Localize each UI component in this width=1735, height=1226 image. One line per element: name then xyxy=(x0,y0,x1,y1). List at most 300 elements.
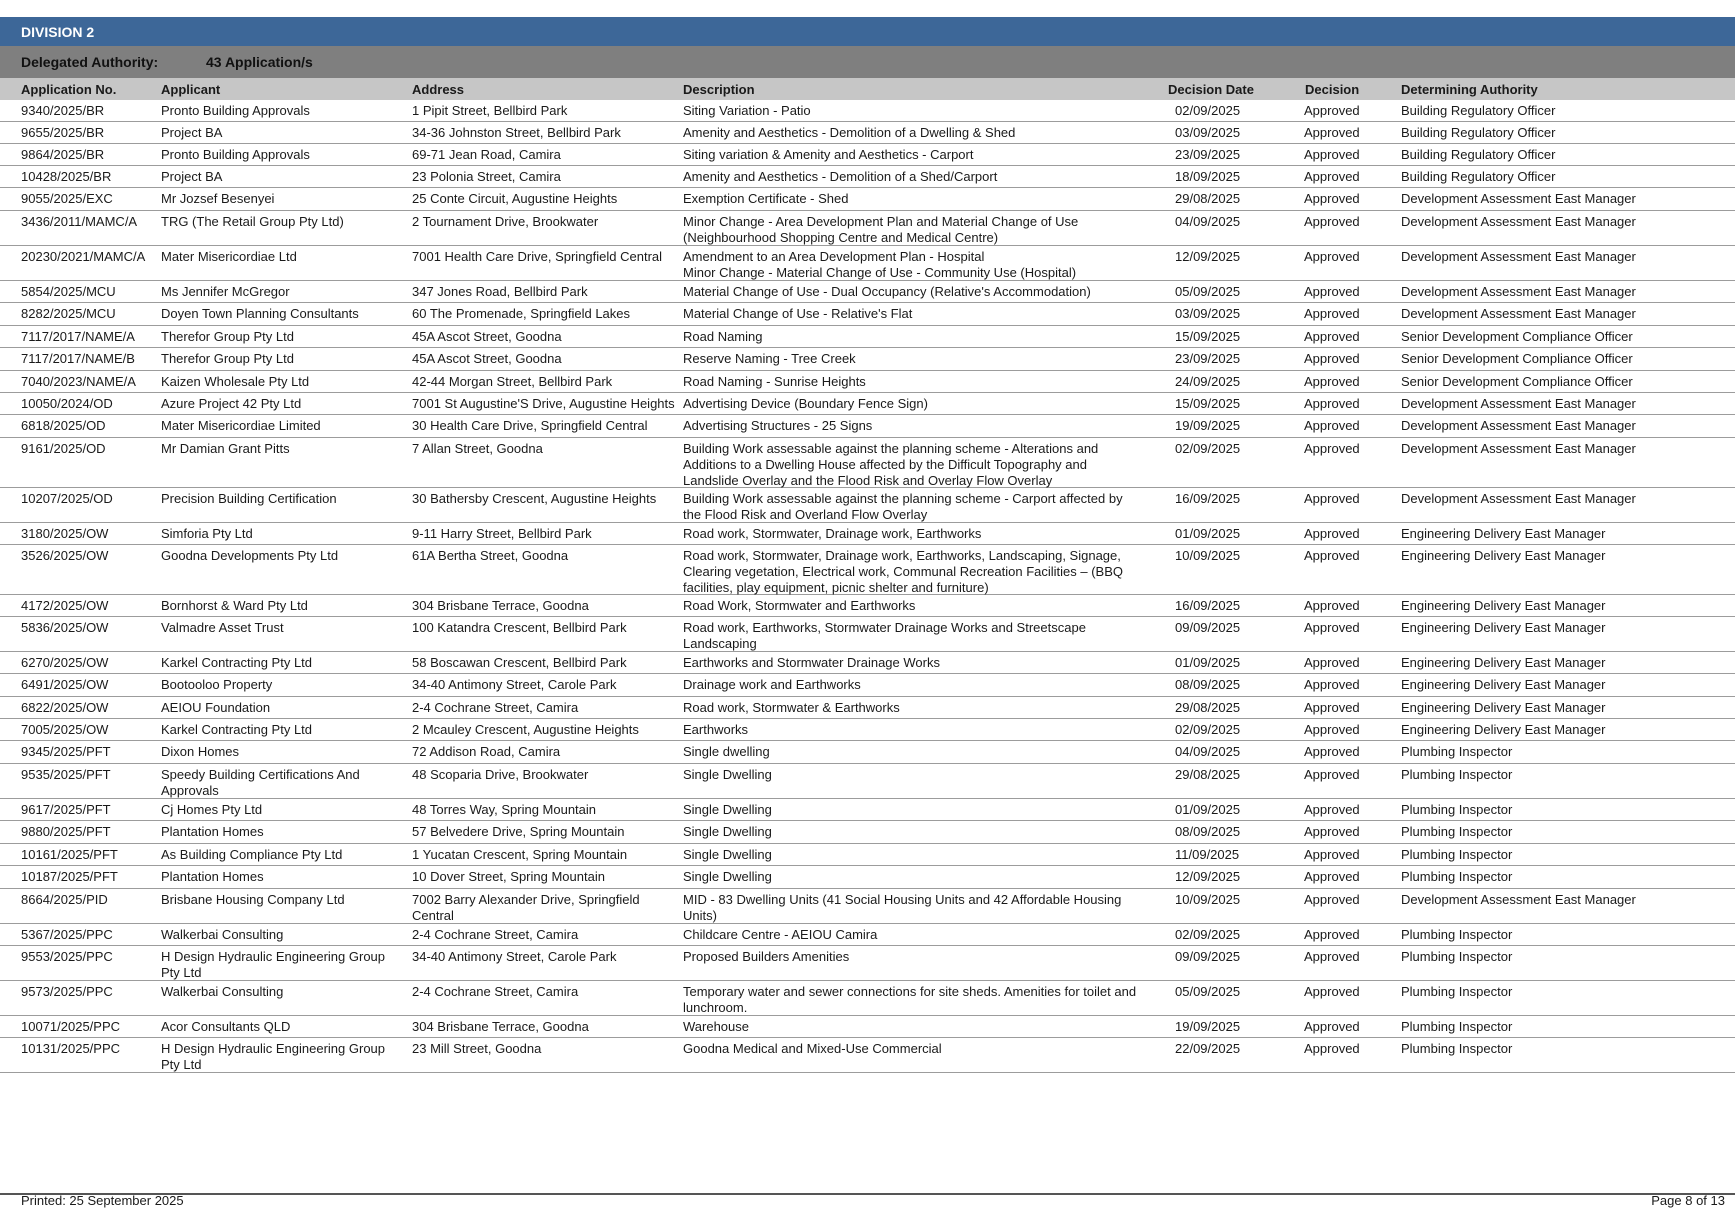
table-header xyxy=(0,78,1735,100)
cell-application-no: 9880/2025/PFT xyxy=(21,824,111,839)
cell-determining-authority: Engineering Delivery East Manager xyxy=(1401,722,1606,737)
cell-decision: Approved xyxy=(1304,927,1360,942)
cell-decision-date: 15/09/2025 xyxy=(1175,329,1241,344)
table-row xyxy=(0,144,1735,166)
cell-address: 61A Bertha Street, Goodna xyxy=(412,548,569,563)
cell-decision-date: 11/09/2025 xyxy=(1175,847,1240,862)
cell-address: 9-11 Harry Street, Bellbird Park xyxy=(412,526,592,541)
cell-decision-date: 03/09/2025 xyxy=(1175,125,1241,140)
table-row xyxy=(0,866,1735,889)
column-header-application-no: Application No. xyxy=(21,82,117,97)
cell-applicant: Kaizen Wholesale Pty Ltd xyxy=(161,374,310,389)
cell-description: Amenity and Aesthetics - Demolition of a Shed/Carport xyxy=(683,169,998,184)
cell-decision: Approved xyxy=(1304,548,1360,563)
cell-decision: Approved xyxy=(1304,677,1360,692)
cell-description: Minor Change - Area Development Plan and Material Change of Use (Neighbourhood Shopping Centre and Medical Centre) xyxy=(683,214,1079,245)
cell-applicant: Bornhorst & Ward Pty Ltd xyxy=(161,598,308,613)
cell-description: Advertising Device (Boundary Fence Sign) xyxy=(683,396,928,411)
cell-address: 347 Jones Road, Bellbird Park xyxy=(412,284,588,299)
cell-decision: Approved xyxy=(1304,869,1360,884)
cell-description: Single Dwelling xyxy=(683,869,772,884)
cell-decision-date: 15/09/2025 xyxy=(1175,396,1241,411)
cell-description: Road Work, Stormwater and Earthworks xyxy=(683,598,916,613)
cell-decision: Approved xyxy=(1304,1019,1360,1034)
authority-label: Delegated Authority: xyxy=(21,54,159,70)
cell-address: 58 Boscawan Crescent, Bellbird Park xyxy=(412,655,627,670)
cell-description: Road work, Stormwater, Drainage work, Earthworks, Landscaping, Signage, Clearing vegetation, Electrical work, Communal Recreation Facilities – (BBQ facilities, play equipment, picnic shelter and furniture) xyxy=(683,548,1124,595)
cell-application-no: 6822/2025/OW xyxy=(21,700,109,715)
cell-description: Reserve Naming - Tree Creek xyxy=(683,351,856,366)
cell-determining-authority: Development Assessment East Manager xyxy=(1401,418,1636,433)
cell-determining-authority: Engineering Delivery East Manager xyxy=(1401,677,1606,692)
cell-applicant: Mr Jozsef Besenyei xyxy=(161,191,275,206)
cell-address: 25 Conte Circuit, Augustine Heights xyxy=(412,191,618,206)
column-header-address: Address xyxy=(412,82,465,97)
table-row xyxy=(0,946,1735,981)
cell-application-no: 7117/2017/NAME/A xyxy=(21,329,135,344)
cell-applicant: Project BA xyxy=(161,169,223,184)
cell-decision: Approved xyxy=(1304,491,1360,506)
cell-decision-date: 03/09/2025 xyxy=(1175,306,1241,321)
cell-application-no: 8664/2025/PID xyxy=(21,892,108,907)
cell-decision-date: 05/09/2025 xyxy=(1175,284,1241,299)
table-row xyxy=(0,697,1735,719)
cell-determining-authority: Development Assessment East Manager xyxy=(1401,892,1636,907)
table-row xyxy=(0,844,1735,866)
cell-description: Goodna Medical and Mixed-Use Commercial xyxy=(683,1041,942,1056)
cell-application-no: 9340/2025/BR xyxy=(21,103,105,118)
cell-determining-authority: Development Assessment East Manager xyxy=(1401,191,1636,206)
cell-address: 1 Pipit Street, Bellbird Park xyxy=(412,103,568,118)
cell-decision-date: 16/09/2025 xyxy=(1175,491,1241,506)
cell-decision: Approved xyxy=(1304,103,1360,118)
cell-applicant: Acor Consultants QLD xyxy=(161,1019,291,1034)
table-row xyxy=(0,415,1735,438)
cell-application-no: 8282/2025/MCU xyxy=(21,306,116,321)
cell-determining-authority: Plumbing Inspector xyxy=(1401,802,1513,817)
column-header-description: Description xyxy=(683,82,755,97)
cell-applicant: Azure Project 42 Pty Ltd xyxy=(161,396,302,411)
table-row xyxy=(0,1016,1735,1038)
cell-address: 30 Bathersby Crescent, Augustine Heights xyxy=(412,491,657,506)
cell-applicant: Precision Building Certification xyxy=(161,491,337,506)
cell-applicant: Valmadre Asset Trust xyxy=(161,620,284,635)
cell-determining-authority: Development Assessment East Manager xyxy=(1401,396,1636,411)
cell-application-no: 9573/2025/PPC xyxy=(21,984,113,999)
cell-determining-authority: Engineering Delivery East Manager xyxy=(1401,620,1606,635)
cell-applicant: Project BA xyxy=(161,125,223,140)
cell-decision: Approved xyxy=(1304,824,1360,839)
cell-address: 34-40 Antimony Street, Carole Park xyxy=(412,677,617,692)
cell-applicant: Pronto Building Approvals xyxy=(161,103,310,118)
authority-bar xyxy=(0,46,1735,78)
cell-address: 69-71 Jean Road, Camira xyxy=(412,147,561,162)
table-row xyxy=(0,981,1735,1016)
cell-description: Building Work assessable against the planning scheme - Carport affected by the Flood Risk and Overland Flow Overlay xyxy=(683,491,1123,522)
table-row xyxy=(0,764,1735,799)
cell-decision-date: 16/09/2025 xyxy=(1175,598,1241,613)
cell-application-no: 9345/2025/PFT xyxy=(21,744,111,759)
cell-applicant: TRG (The Retail Group Pty Ltd) xyxy=(161,214,344,229)
cell-determining-authority: Engineering Delivery East Manager xyxy=(1401,548,1606,563)
cell-application-no: 20230/2021/MAMC/A xyxy=(21,249,146,264)
cell-description: Road work, Stormwater & Earthworks xyxy=(683,700,900,715)
cell-description: Temporary water and sewer connections for site sheds. Amenities for toilet and lunchroom. xyxy=(683,984,1137,1015)
table-row xyxy=(0,438,1735,488)
cell-application-no: 10207/2025/OD xyxy=(21,491,113,506)
cell-decision-date: 12/09/2025 xyxy=(1175,249,1241,264)
cell-address: 48 Torres Way, Spring Mountain xyxy=(412,802,597,817)
cell-decision: Approved xyxy=(1304,949,1360,964)
cell-applicant: Dixon Homes xyxy=(161,744,240,759)
table-row xyxy=(0,100,1735,122)
cell-address: 48 Scoparia Drive, Brookwater xyxy=(412,767,589,782)
cell-applicant: Plantation Homes xyxy=(161,824,264,839)
cell-address: 2-4 Cochrane Street, Camira xyxy=(412,984,579,999)
cell-decision: Approved xyxy=(1304,700,1360,715)
cell-decision-date: 23/09/2025 xyxy=(1175,351,1241,366)
cell-applicant: As Building Compliance Pty Ltd xyxy=(161,847,343,862)
cell-description: Drainage work and Earthworks xyxy=(683,677,861,692)
cell-decision-date: 10/09/2025 xyxy=(1175,892,1241,907)
cell-determining-authority: Senior Development Compliance Officer xyxy=(1401,374,1633,389)
cell-description: Single Dwelling xyxy=(683,847,772,862)
cell-applicant: Mr Damian Grant Pitts xyxy=(161,441,290,456)
cell-address: 34-40 Antimony Street, Carole Park xyxy=(412,949,617,964)
cell-decision-date: 05/09/2025 xyxy=(1175,984,1241,999)
cell-applicant: Mater Misericordiae Limited xyxy=(161,418,321,433)
cell-application-no: 10131/2025/PPC xyxy=(21,1041,121,1056)
table-row xyxy=(0,889,1735,924)
cell-decision: Approved xyxy=(1304,351,1360,366)
cell-application-no: 9617/2025/PFT xyxy=(21,802,111,817)
cell-applicant: Doyen Town Planning Consultants xyxy=(161,306,359,321)
printed-date: Printed: 25 September 2025 xyxy=(21,1193,184,1208)
cell-decision-date: 01/09/2025 xyxy=(1175,802,1241,817)
cell-decision-date: 12/09/2025 xyxy=(1175,869,1241,884)
cell-applicant: Therefor Group Pty Ltd xyxy=(161,329,294,344)
cell-description: Single Dwelling xyxy=(683,767,772,782)
cell-determining-authority: Development Assessment East Manager xyxy=(1401,249,1636,264)
cell-determining-authority: Engineering Delivery East Manager xyxy=(1401,598,1606,613)
cell-decision-date: 23/09/2025 xyxy=(1175,147,1241,162)
application-table-body xyxy=(0,100,1735,1073)
division-title: DIVISION 2 xyxy=(21,23,95,40)
division-header xyxy=(0,17,1735,46)
cell-application-no: 9553/2025/PPC xyxy=(21,949,113,964)
application-count: 43 Application/s xyxy=(206,54,313,70)
table-row xyxy=(0,246,1735,281)
cell-applicant: Pronto Building Approvals xyxy=(161,147,310,162)
cell-description: Material Change of Use - Dual Occupancy (Relative's Accommodation) xyxy=(683,284,1091,299)
cell-description: Single dwelling xyxy=(683,744,770,759)
cell-decision-date: 02/09/2025 xyxy=(1175,441,1241,456)
cell-address: 2-4 Cochrane Street, Camira xyxy=(412,927,579,942)
cell-applicant: Karkel Contracting Pty Ltd xyxy=(161,722,313,737)
cell-applicant: H Design Hydraulic Engineering Group Pty Ltd xyxy=(161,949,386,980)
cell-description: Earthworks and Stormwater Drainage Works xyxy=(683,655,940,670)
cell-applicant: Therefor Group Pty Ltd xyxy=(161,351,294,366)
cell-decision: Approved xyxy=(1304,767,1360,782)
table-row xyxy=(0,188,1735,211)
cell-application-no: 10428/2025/BR xyxy=(21,169,112,184)
cell-address: 1 Yucatan Crescent, Spring Mountain xyxy=(412,847,628,862)
cell-determining-authority: Plumbing Inspector xyxy=(1401,824,1513,839)
cell-decision: Approved xyxy=(1304,147,1360,162)
cell-determining-authority: Plumbing Inspector xyxy=(1401,1041,1513,1056)
cell-decision-date: 08/09/2025 xyxy=(1175,677,1241,692)
cell-address: 23 Mill Street, Goodna xyxy=(412,1041,542,1056)
cell-description: Childcare Centre - AEIOU Camira xyxy=(683,927,878,942)
cell-applicant: Ms Jennifer McGregor xyxy=(161,284,290,299)
table-row xyxy=(0,924,1735,946)
cell-application-no: 9655/2025/BR xyxy=(21,125,105,140)
cell-application-no: 3436/2011/MAMC/A xyxy=(21,214,138,229)
cell-decision-date: 09/09/2025 xyxy=(1175,620,1241,635)
cell-applicant: H Design Hydraulic Engineering Group Pty Ltd xyxy=(161,1041,386,1072)
cell-determining-authority: Engineering Delivery East Manager xyxy=(1401,700,1606,715)
cell-address: 10 Dover Street, Spring Mountain xyxy=(412,869,605,884)
cell-decision-date: 19/09/2025 xyxy=(1175,1019,1241,1034)
cell-description: Building Work assessable against the planning scheme - Alterations and Additions to a Dwelling House affected by the Difficult Topography and Landslide Overlay and the Flood Risk and Overlay Flow Overlay xyxy=(683,441,1099,488)
cell-applicant: Mater Misericordiae Ltd xyxy=(161,249,297,264)
cell-decision: Approved xyxy=(1304,396,1360,411)
cell-decision: Approved xyxy=(1304,722,1360,737)
cell-decision-date: 08/09/2025 xyxy=(1175,824,1241,839)
cell-decision: Approved xyxy=(1304,526,1360,541)
cell-determining-authority: Development Assessment East Manager xyxy=(1401,284,1636,299)
cell-application-no: 3526/2025/OW xyxy=(21,548,109,563)
cell-decision: Approved xyxy=(1304,191,1360,206)
cell-applicant: Brisbane Housing Company Ltd xyxy=(161,892,345,907)
cell-address: 57 Belvedere Drive, Spring Mountain xyxy=(412,824,625,839)
table-row xyxy=(0,348,1735,371)
cell-description: Road work, Earthworks, Stormwater Drainage Works and Streetscape Landscaping xyxy=(683,620,1086,651)
table-row xyxy=(0,741,1735,764)
table-row xyxy=(0,211,1735,246)
table-row xyxy=(0,799,1735,821)
cell-application-no: 6270/2025/OW xyxy=(21,655,109,670)
cell-description: Material Change of Use - Relative's Flat xyxy=(683,306,913,321)
cell-decision-date: 19/09/2025 xyxy=(1175,418,1241,433)
cell-decision: Approved xyxy=(1304,329,1360,344)
table-row xyxy=(0,545,1735,595)
cell-determining-authority: Senior Development Compliance Officer xyxy=(1401,351,1633,366)
cell-address: 100 Katandra Crescent, Bellbird Park xyxy=(412,620,627,635)
cell-description: Single Dwelling xyxy=(683,802,772,817)
cell-determining-authority: Building Regulatory Officer xyxy=(1401,147,1556,162)
cell-address: 7001 Health Care Drive, Springfield Central xyxy=(412,249,663,264)
cell-decision: Approved xyxy=(1304,892,1360,907)
cell-address: 30 Health Care Drive, Springfield Central xyxy=(412,418,648,433)
cell-decision-date: 01/09/2025 xyxy=(1175,655,1241,670)
cell-determining-authority: Plumbing Inspector xyxy=(1401,869,1513,884)
cell-decision: Approved xyxy=(1304,744,1360,759)
cell-decision: Approved xyxy=(1304,598,1360,613)
cell-applicant: Walkerbai Consulting xyxy=(161,984,284,999)
cell-address: 34-36 Johnston Street, Bellbird Park xyxy=(412,125,621,140)
cell-decision: Approved xyxy=(1304,169,1360,184)
cell-decision: Approved xyxy=(1304,620,1360,635)
table-row xyxy=(0,281,1735,303)
cell-determining-authority: Plumbing Inspector xyxy=(1401,984,1513,999)
cell-description: Amendment to an Area Development Plan - Hospital Minor Change - Material Change of Use - Community Use (Hospital) xyxy=(683,249,1077,280)
cell-determining-authority: Plumbing Inspector xyxy=(1401,744,1513,759)
cell-address: 42-44 Morgan Street, Bellbird Park xyxy=(412,374,613,389)
cell-application-no: 6491/2025/OW xyxy=(21,677,109,692)
table-row xyxy=(0,719,1735,741)
column-header-decision: Decision xyxy=(1305,82,1360,97)
cell-application-no: 5367/2025/PPC xyxy=(21,927,113,942)
cell-application-no: 5836/2025/OW xyxy=(21,620,109,635)
cell-description: Exemption Certificate - Shed xyxy=(683,191,849,206)
table-row xyxy=(0,595,1735,617)
cell-application-no: 7005/2025/OW xyxy=(21,722,109,737)
cell-address: 45A Ascot Street, Goodna xyxy=(412,351,562,366)
cell-decision-date: 22/09/2025 xyxy=(1175,1041,1241,1056)
cell-decision-date: 09/09/2025 xyxy=(1175,949,1241,964)
cell-address: 60 The Promenade, Springfield Lakes xyxy=(412,306,631,321)
cell-application-no: 10161/2025/PFT xyxy=(21,847,118,862)
table-row xyxy=(0,122,1735,144)
cell-determining-authority: Plumbing Inspector xyxy=(1401,949,1513,964)
table-row xyxy=(0,326,1735,348)
cell-decision: Approved xyxy=(1304,374,1360,389)
cell-applicant: AEIOU Foundation xyxy=(161,700,271,715)
column-header-determining-authority: Determining Authority xyxy=(1401,82,1538,97)
page-number: Page 8 of 13 xyxy=(1651,1193,1725,1208)
cell-application-no: 9161/2025/OD xyxy=(21,441,106,456)
cell-determining-authority: Development Assessment East Manager xyxy=(1401,214,1636,229)
table-row xyxy=(0,821,1735,844)
cell-address: 304 Brisbane Terrace, Goodna xyxy=(412,598,589,613)
cell-description: Advertising Structures - 25 Signs xyxy=(683,418,873,433)
table-row xyxy=(0,303,1735,326)
cell-address: 2 Tournament Drive, Brookwater xyxy=(412,214,599,229)
cell-application-no: 9535/2025/PFT xyxy=(21,767,111,782)
cell-applicant: Cj Homes Pty Ltd xyxy=(161,802,263,817)
cell-decision: Approved xyxy=(1304,847,1360,862)
table-row xyxy=(0,393,1735,415)
cell-decision-date: 18/09/2025 xyxy=(1175,169,1241,184)
table-row xyxy=(0,488,1735,523)
table-row xyxy=(0,1038,1735,1073)
cell-decision-date: 24/09/2025 xyxy=(1175,374,1241,389)
table-row xyxy=(0,617,1735,652)
cell-application-no: 10187/2025/PFT xyxy=(21,869,118,884)
cell-determining-authority: Senior Development Compliance Officer xyxy=(1401,329,1633,344)
cell-decision-date: 04/09/2025 xyxy=(1175,214,1241,229)
cell-description: MID - 83 Dwelling Units (41 Social Housing Units and 42 Affordable Housing Units) xyxy=(683,892,1122,923)
cell-application-no: 4172/2025/OW xyxy=(21,598,109,613)
cell-address: 7002 Barry Alexander Drive, Springfield Central xyxy=(412,892,640,923)
cell-applicant: Plantation Homes xyxy=(161,869,264,884)
cell-description: Siting variation & Amenity and Aesthetics - Carport xyxy=(683,147,974,162)
cell-application-no: 9055/2025/EXC xyxy=(21,191,113,206)
cell-description: Siting Variation - Patio xyxy=(683,103,811,118)
cell-description: Road work, Stormwater, Drainage work, Earthworks xyxy=(683,526,982,541)
cell-description: Earthworks xyxy=(683,722,749,737)
cell-determining-authority: Engineering Delivery East Manager xyxy=(1401,655,1606,670)
cell-decision-date: 02/09/2025 xyxy=(1175,722,1241,737)
cell-decision: Approved xyxy=(1304,984,1360,999)
cell-decision: Approved xyxy=(1304,306,1360,321)
cell-application-no: 7117/2017/NAME/B xyxy=(21,351,135,366)
cell-applicant: Speedy Building Certifications And Approvals xyxy=(161,767,360,798)
cell-address: 45A Ascot Street, Goodna xyxy=(412,329,562,344)
cell-address: 2-4 Cochrane Street, Camira xyxy=(412,700,579,715)
cell-determining-authority: Development Assessment East Manager xyxy=(1401,441,1636,456)
cell-description: Amenity and Aesthetics - Demolition of a Dwelling & Shed xyxy=(683,125,1016,140)
table-row xyxy=(0,166,1735,188)
cell-determining-authority: Plumbing Inspector xyxy=(1401,1019,1513,1034)
cell-decision: Approved xyxy=(1304,802,1360,817)
cell-decision: Approved xyxy=(1304,125,1360,140)
cell-determining-authority: Plumbing Inspector xyxy=(1401,767,1513,782)
cell-application-no: 6818/2025/OD xyxy=(21,418,106,433)
cell-description: Road Naming xyxy=(683,329,763,344)
cell-applicant: Walkerbai Consulting xyxy=(161,927,284,942)
column-header-decision-date: Decision Date xyxy=(1168,82,1254,97)
cell-decision-date: 29/08/2025 xyxy=(1175,700,1241,715)
cell-decision: Approved xyxy=(1304,1041,1360,1056)
cell-decision-date: 10/09/2025 xyxy=(1175,548,1241,563)
cell-description: Road Naming - Sunrise Heights xyxy=(683,374,866,389)
cell-applicant: Bootooloo Property xyxy=(161,677,273,692)
cell-decision: Approved xyxy=(1304,441,1360,456)
cell-decision: Approved xyxy=(1304,418,1360,433)
table-row xyxy=(0,652,1735,674)
cell-description: Proposed Builders Amenities xyxy=(683,949,850,964)
cell-application-no: 3180/2025/OW xyxy=(21,526,109,541)
cell-decision: Approved xyxy=(1304,284,1360,299)
footer-divider xyxy=(0,1193,1735,1195)
cell-determining-authority: Plumbing Inspector xyxy=(1401,927,1513,942)
cell-address: 7 Allan Street, Goodna xyxy=(412,441,543,456)
cell-application-no: 9864/2025/BR xyxy=(21,147,105,162)
column-header-applicant: Applicant xyxy=(161,82,221,97)
cell-address: 2 Mcauley Crescent, Augustine Heights xyxy=(412,722,639,737)
table-row xyxy=(0,674,1735,697)
cell-decision-date: 02/09/2025 xyxy=(1175,103,1241,118)
cell-decision: Approved xyxy=(1304,249,1360,264)
cell-description: Single Dwelling xyxy=(683,824,772,839)
cell-decision: Approved xyxy=(1304,655,1360,670)
cell-determining-authority: Building Regulatory Officer xyxy=(1401,125,1556,140)
cell-application-no: 5854/2025/MCU xyxy=(21,284,116,299)
cell-address: 23 Polonia Street, Camira xyxy=(412,169,561,184)
table-row xyxy=(0,371,1735,393)
cell-determining-authority: Development Assessment East Manager xyxy=(1401,306,1636,321)
table-row xyxy=(0,523,1735,545)
cell-address: 7001 St Augustine'S Drive, Augustine Heights xyxy=(412,396,675,411)
cell-application-no: 10071/2025/PPC xyxy=(21,1019,121,1034)
cell-determining-authority: Building Regulatory Officer xyxy=(1401,103,1556,118)
cell-determining-authority: Development Assessment East Manager xyxy=(1401,491,1636,506)
cell-determining-authority: Building Regulatory Officer xyxy=(1401,169,1556,184)
cell-decision-date: 02/09/2025 xyxy=(1175,927,1241,942)
cell-applicant: Goodna Developments Pty Ltd xyxy=(161,548,339,563)
cell-address: 72 Addison Road, Camira xyxy=(412,744,561,759)
cell-decision-date: 01/09/2025 xyxy=(1175,526,1241,541)
cell-application-no: 10050/2024/OD xyxy=(21,396,113,411)
cell-determining-authority: Engineering Delivery East Manager xyxy=(1401,526,1606,541)
cell-decision-date: 29/08/2025 xyxy=(1175,191,1241,206)
cell-address: 304 Brisbane Terrace, Goodna xyxy=(412,1019,589,1034)
cell-decision: Approved xyxy=(1304,214,1360,229)
cell-applicant: Simforia Pty Ltd xyxy=(161,526,253,541)
cell-description: Warehouse xyxy=(683,1019,749,1034)
